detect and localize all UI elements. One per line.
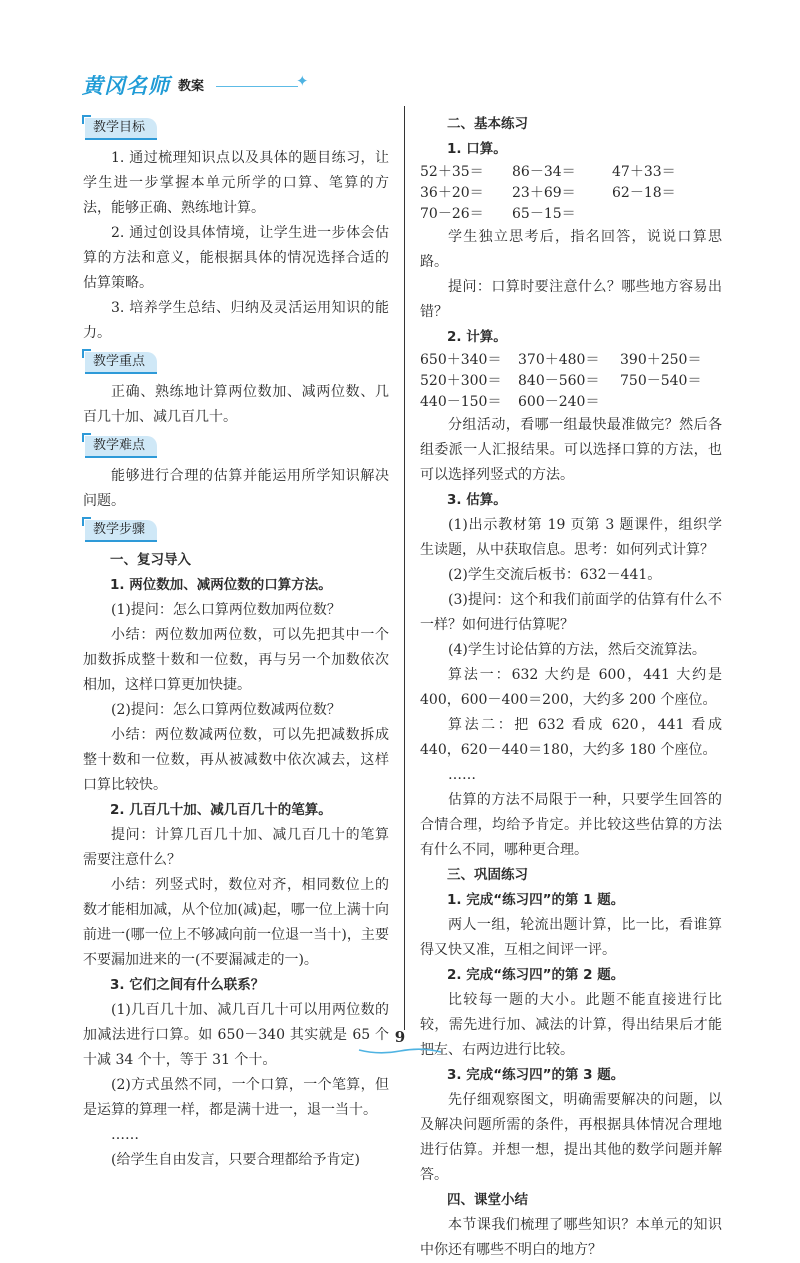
paragraph: (1)出示教材第 19 页第 3 题课件，组织学生读题，从中获取信息。思考：如何列式计算？: [420, 517, 722, 558]
calc-item: 840－560＝: [518, 373, 600, 389]
brand-logo: 黄冈名师: [82, 74, 170, 98]
calc-item: 440－150＝: [420, 394, 502, 410]
section-consolidation: 三、巩固练习: [447, 867, 528, 883]
paragraph: 算法二：把 632 看成 620，441 看成 440，620－440＝180，大约多 180 个座位。: [420, 717, 722, 758]
paragraph: 小结：两位数减两位数，可以先把减数拆成整十数和一位数，再从被减数中依次减去，这样口算比较快。: [83, 727, 389, 793]
ellipsis: ……: [111, 1127, 139, 1143]
paragraph: 估算的方法不局限于一种，只要学生回答的合情合理，均给予肯定。并比较这些估算的方法有什么不同，哪种更合理。: [420, 792, 722, 858]
subsection-title: 1. 口算。: [447, 141, 507, 157]
calc-item: 86－34＝: [512, 164, 576, 180]
written-calc-grid: [420, 350, 722, 413]
section-basic-practice: 二、基本练习: [447, 116, 528, 132]
paragraph: (2)学生交流后板书：632－441。: [448, 567, 662, 583]
header-rule: [216, 86, 298, 87]
calc-item: 47＋33＝: [612, 164, 676, 180]
subsection-title: 3. 完成“练习四”的第 3 题。: [447, 1067, 625, 1083]
paragraph: (1)几百几十加、减几百几十可以用两位数的加减法进行口算。如 650－340 其实就是 65 个十减 34 个十，等于 31 个十。: [83, 1002, 389, 1068]
label-teaching-goals: 教学目标: [85, 118, 171, 140]
paragraph: (2)提问：怎么口算两位数减两位数？: [111, 702, 341, 718]
oral-calc-grid: [420, 162, 722, 225]
paragraph: 提问：计算几百几十加、减几百几十的笔算需要注意什么？: [83, 827, 389, 868]
paragraph: 先仔细观察图文，明确需要解决的问题，以及解决问题所需的条件，再根据具体情况合理地进行估算。并想一想，提出其他的数学问题并解答。: [420, 1092, 722, 1183]
goal-1: 1. 通过梳理知识点以及具体的题目练习，让学生进一步掌握本单元所学的口算、笔算的方法，能够正确、熟练地计算。: [83, 150, 389, 216]
goal-2: 2. 通过创设具体情境，让学生进一步体会估算的方法和意义，能根据具体的情况选择合适的估算策略。: [83, 225, 389, 291]
calc-item: 23＋69＝: [512, 185, 576, 201]
subsection-title: 2. 计算。: [447, 329, 507, 345]
page-header: [82, 66, 322, 100]
paragraph: 分组活动，看哪一组最快最准做完？然后各组委派一人汇报结果。可以选择口算的方法，也可以选择列竖式的方法。: [420, 417, 722, 483]
ellipsis: ……: [448, 767, 476, 783]
subsection-title: 2. 几百几十加、减几百几十的笔算。: [110, 802, 332, 818]
calc-item: 36＋20＝: [420, 185, 484, 201]
paragraph: 小结：列竖式时，数位对齐，相同数位上的数才能相加减，从个位加(减)起，哪一位上满十向前进一(哪一位上不够减向前一位退一当十)，主要不要漏加进来的一(不要漏减走的一)。: [83, 877, 389, 968]
calc-item: 650＋340＝: [420, 352, 502, 368]
calc-item: 750－540＝: [620, 373, 702, 389]
paragraph: (2)方式虽然不同，一个口算，一个笔算，但是运算的算理一样，都是满十进一，退一当十。: [83, 1077, 389, 1118]
sparkle-icon: ✦: [296, 72, 309, 90]
calc-item: 62－18＝: [612, 185, 676, 201]
label-teaching-steps: 教学步骤: [85, 520, 171, 542]
calc-item: 600－240＝: [518, 394, 600, 410]
calc-item: 65－15＝: [512, 206, 576, 222]
right-column: [420, 112, 722, 1263]
subsection-title: 1. 两位数加、减两位数的口算方法。: [110, 577, 332, 593]
calc-item: [620, 392, 720, 413]
key-point-text: 正确、熟练地计算两位数加、减两位数、几百几十加、减几百几十。: [83, 384, 389, 425]
label-key-point: 教学重点: [85, 352, 171, 374]
calc-item: [612, 204, 712, 225]
calc-item: 52＋35＝: [420, 164, 484, 180]
paragraph: 算法一：632 大约是 600，441 大约是 400，600－400＝200，大约多 200 个座位。: [420, 667, 722, 708]
calc-item: 390＋250＝: [620, 352, 702, 368]
goal-3: 3. 培养学生总结、归纳及灵活运用知识的能力。: [83, 300, 389, 341]
section-review: 一、复习导入: [110, 552, 191, 568]
subsection-title: 3. 它们之间有什么联系？: [110, 977, 265, 993]
page-number-wave-ornament: [357, 1046, 443, 1056]
paragraph: (3)提问：这个和我们前面学的估算有什么不一样？如何进行估算呢？: [420, 592, 722, 633]
subsection-title: 2. 完成“练习四”的第 2 题。: [447, 967, 625, 983]
column-divider: [404, 106, 405, 1030]
paragraph: 本节课我们梳理了哪些知识？本单元的知识中你还有哪些不明白的地方？: [420, 1217, 722, 1258]
calc-item: 70－26＝: [420, 206, 484, 222]
left-column: [83, 112, 389, 1173]
subsection-title: 3. 估算。: [447, 492, 507, 508]
paragraph: (4)学生讨论估算的方法，然后交流算法。: [448, 642, 706, 658]
paragraph: 提问：口算时要注意什么？哪些地方容易出错？: [420, 279, 722, 320]
page-number: 9: [394, 1028, 406, 1046]
difficulty-text: 能够进行合理的估算并能运用所学知识解决问题。: [83, 468, 389, 509]
header-subtitle: 教案: [178, 79, 205, 94]
paragraph: 比较每一题的大小。此题不能直接进行比较，需先进行加、减法的计算，得出结果后才能把左、右两边进行比较。: [420, 992, 722, 1058]
paragraph: 学生独立思考后，指名回答，说说口算思路。: [420, 229, 722, 270]
paragraph: (给学生自由发言，只要合理都给予肯定): [111, 1152, 360, 1168]
calc-item: 370＋480＝: [518, 352, 600, 368]
paragraph: 小结：两位数加两位数，可以先把其中一个加数拆成整十数和一位数，再与另一个加数依次相加，这样口算更加快捷。: [83, 627, 389, 693]
paragraph: 两人一组，轮流出题计算，比一比，看谁算得又快又准，互相之间评一评。: [420, 917, 722, 958]
label-difficulty: 教学难点: [85, 436, 171, 458]
paragraph: (1)提问：怎么口算两位数加两位数？: [111, 602, 341, 618]
subsection-title: 1. 完成“练习四”的第 1 题。: [447, 892, 625, 908]
calc-item: 520＋300＝: [420, 373, 502, 389]
section-summary: 四、课堂小结: [447, 1192, 528, 1208]
